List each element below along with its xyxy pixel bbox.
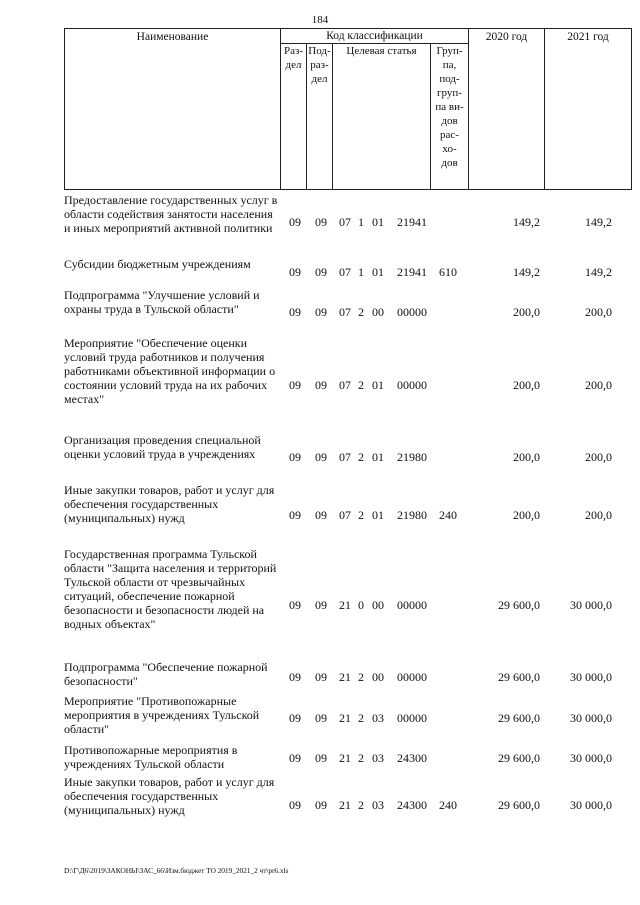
row-code-c1: 07 [339, 265, 351, 279]
row-code-c2: 2 [358, 670, 364, 684]
row-code-pr: 09 [315, 670, 327, 684]
row-amount-2020: 29 600,0 [498, 670, 540, 684]
row-code-c2: 2 [358, 711, 364, 725]
header-name: Наименование [65, 29, 281, 189]
row-amount-2020: 200,0 [513, 508, 540, 522]
row-name: Подпрограмма "Обеспечение пожарной безопасности" [64, 660, 268, 688]
row-name: Мероприятие "Обеспечение оценки условий труда работников и получения работниками объективной информации о состоянии условий труда на их рабочих местах" [64, 336, 276, 406]
row-code-pr: 09 [315, 305, 327, 319]
row-amount-2021: 30 000,0 [570, 798, 612, 812]
page-number: 184 [311, 14, 329, 26]
row-code-c3: 01 [372, 265, 384, 279]
row-code-c2: 1 [358, 215, 364, 229]
row-code-pr: 09 [315, 265, 327, 279]
row-code-c3: 01 [372, 450, 384, 464]
row-code-rz: 09 [289, 751, 301, 765]
row-code-c4: 21980 [397, 450, 427, 464]
row-amount-2021: 200,0 [585, 305, 612, 319]
row-amount-2020: 200,0 [513, 305, 540, 319]
row-code-rz: 09 [289, 711, 301, 725]
row-code-c1: 21 [339, 598, 351, 612]
row-code-c4: 00000 [397, 670, 427, 684]
row-code-c3: 03 [372, 798, 384, 812]
row-amount-2020: 29 600,0 [498, 798, 540, 812]
row-name: Мероприятие "Противопожарные мероприятия в учреждениях Тульской области" [64, 694, 260, 736]
file-path-footer: D:\Г\Д6\2019\ЗАКОНЫ\ЗАС_66\Изм.бюджет ТО 2019_2021_2 чт\pr6.xls [64, 866, 289, 875]
row-code-c3: 03 [372, 711, 384, 725]
row-code-rz: 09 [289, 798, 301, 812]
row-amount-2020: 149,2 [513, 265, 540, 279]
row-amount-2020: 29 600,0 [498, 711, 540, 725]
row-code-c2: 1 [358, 265, 364, 279]
row-code-vr: 610 [439, 265, 457, 279]
row-code-c3: 00 [372, 670, 384, 684]
row-name: Противопожарные мероприятия в учреждениях Тульской области [64, 743, 238, 771]
row-code-c4: 00000 [397, 598, 427, 612]
row-code-c1: 21 [339, 670, 351, 684]
row-amount-2020: 200,0 [513, 378, 540, 392]
row-code-c1: 07 [339, 450, 351, 464]
row-code-c2: 2 [358, 305, 364, 319]
row-code-c3: 01 [372, 378, 384, 392]
row-code-c4: 00000 [397, 305, 427, 319]
row-code-c4: 24300 [397, 798, 427, 812]
row-amount-2021: 200,0 [585, 378, 612, 392]
header-razdel: Раз- дел [281, 44, 307, 189]
row-code-c3: 01 [372, 508, 384, 522]
row-code-pr: 09 [315, 215, 327, 229]
row-code-c1: 07 [339, 305, 351, 319]
row-amount-2020: 200,0 [513, 450, 540, 464]
row-code-rz: 09 [289, 378, 301, 392]
row-amount-2021: 149,2 [585, 265, 612, 279]
row-code-c4: 21980 [397, 508, 427, 522]
row-code-pr: 09 [315, 798, 327, 812]
table-header [64, 28, 632, 190]
row-code-c1: 21 [339, 798, 351, 812]
row-name: Субсидии бюджетным учреждениям [64, 257, 251, 271]
row-code-rz: 09 [289, 598, 301, 612]
row-code-rz: 09 [289, 508, 301, 522]
row-name: Организация проведения специальной оценки условий труда в учреждениях [64, 433, 261, 461]
row-code-c4: 21941 [397, 215, 427, 229]
row-amount-2021: 200,0 [585, 450, 612, 464]
row-code-c4: 00000 [397, 378, 427, 392]
row-name: Государственная программа Тульской области "Защита населения и территорий Тульской области от чрезвычайных ситуаций, обеспечение пожарной безопасности и безопасности людей на водных объектах" [64, 547, 277, 631]
header-podrazdel: Под- раз- дел [307, 44, 333, 189]
row-amount-2021: 200,0 [585, 508, 612, 522]
row-code-c4: 00000 [397, 711, 427, 725]
row-code-c3: 00 [372, 305, 384, 319]
row-code-pr: 09 [315, 751, 327, 765]
row-code-c2: 2 [358, 378, 364, 392]
row-code-c2: 2 [358, 798, 364, 812]
row-name: Подпрограмма "Улучшение условий и охраны труда в Тульской области" [64, 288, 260, 316]
row-name: Иные закупки товаров, работ и услуг для обеспечения государственных (муниципальных) нужд [64, 775, 275, 817]
row-code-c3: 01 [372, 215, 384, 229]
row-code-c1: 07 [339, 378, 351, 392]
row-code-c1: 21 [339, 711, 351, 725]
row-code-c2: 0 [358, 598, 364, 612]
row-code-c1: 07 [339, 215, 351, 229]
row-name: Иные закупки товаров, работ и услуг для обеспечения государственных (муниципальных) нужд [64, 483, 275, 525]
row-code-vr: 240 [439, 508, 457, 522]
row-code-c2: 2 [358, 450, 364, 464]
row-name: Предоставление государственных услуг в области содействия занятости населения и иных мероприятий активной политики [64, 193, 278, 235]
row-code-c2: 2 [358, 508, 364, 522]
row-code-pr: 09 [315, 450, 327, 464]
row-amount-2021: 30 000,0 [570, 751, 612, 765]
row-code-rz: 09 [289, 450, 301, 464]
row-code-pr: 09 [315, 711, 327, 725]
row-amount-2021: 149,2 [585, 215, 612, 229]
header-code-group: Код классификации [281, 29, 469, 43]
row-code-c3: 00 [372, 598, 384, 612]
header-target-article: Целевая статья [333, 44, 431, 189]
row-amount-2021: 30 000,0 [570, 711, 612, 725]
row-amount-2020: 29 600,0 [498, 751, 540, 765]
row-code-pr: 09 [315, 598, 327, 612]
row-code-rz: 09 [289, 215, 301, 229]
header-group: Груп- па, под- груп- па ви- дов рас- хо- дов [431, 44, 469, 189]
row-amount-2021: 30 000,0 [570, 598, 612, 612]
row-code-rz: 09 [289, 265, 301, 279]
row-code-c1: 07 [339, 508, 351, 522]
row-code-c2: 2 [358, 751, 364, 765]
row-code-rz: 09 [289, 305, 301, 319]
header-year-2021: 2021 год [567, 31, 609, 43]
row-code-c1: 21 [339, 751, 351, 765]
row-amount-2020: 149,2 [513, 215, 540, 229]
row-amount-2020: 29 600,0 [498, 598, 540, 612]
row-code-c3: 03 [372, 751, 384, 765]
row-code-rz: 09 [289, 670, 301, 684]
row-code-vr: 240 [439, 798, 457, 812]
row-amount-2021: 30 000,0 [570, 670, 612, 684]
header-year-2020: 2020 год [469, 29, 545, 189]
row-code-c4: 21941 [397, 265, 427, 279]
row-code-pr: 09 [315, 508, 327, 522]
row-code-pr: 09 [315, 378, 327, 392]
row-code-c4: 24300 [397, 751, 427, 765]
